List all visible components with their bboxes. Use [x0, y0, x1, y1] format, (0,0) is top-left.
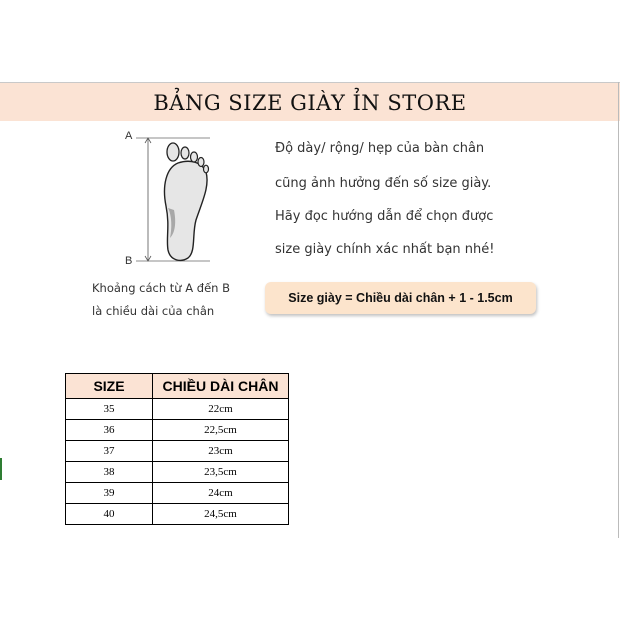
- size-cell: 40: [66, 504, 153, 525]
- page-title: BẢNG SIZE GIÀY ỈN STORE: [153, 91, 467, 115]
- table-row: [66, 483, 289, 504]
- size-cell: 37: [66, 441, 153, 462]
- table-row: [66, 420, 289, 441]
- size-cell: 38: [66, 462, 153, 483]
- table-row: [66, 504, 289, 525]
- length-cell: 24cm: [153, 483, 289, 504]
- length-cell: 22,5cm: [153, 420, 289, 441]
- size-cell: 39: [66, 483, 153, 504]
- table-row: [66, 441, 289, 462]
- table-row: [66, 399, 289, 420]
- header-foot-length: CHIỀU DÀI CHÂN: [153, 374, 289, 399]
- toe-3: [191, 152, 198, 162]
- length-cell: 22cm: [153, 399, 289, 420]
- info-line-3: Hãy đọc hướng dẫn để chọn được: [275, 209, 494, 224]
- header-size: SIZE: [66, 374, 153, 399]
- size-table: [65, 373, 289, 525]
- size-formula: Size giày = Chiều dài chân + 1 - 1.5cm: [265, 282, 536, 314]
- length-cell: 23,5cm: [153, 462, 289, 483]
- info-line-1: Độ dày/ rộng/ hẹp của bàn chân: [275, 141, 485, 156]
- big-toe: [167, 143, 179, 161]
- edge-marker: [0, 458, 2, 480]
- toe-5: [204, 165, 209, 173]
- table-header-row: [66, 374, 289, 399]
- size-cell: 36: [66, 420, 153, 441]
- length-cell: 24,5cm: [153, 504, 289, 525]
- foot-diagram: [118, 128, 238, 268]
- diagram-caption-2: là chiều dài của chân: [92, 304, 215, 318]
- toe-4: [198, 158, 204, 167]
- title-banner: [0, 82, 620, 121]
- point-b-label: B: [125, 255, 133, 267]
- foot-icon: [165, 143, 209, 260]
- length-cell: 23cm: [153, 441, 289, 462]
- point-a-label: A: [125, 130, 133, 142]
- diagram-caption-1: Khoảng cách từ A đến B: [92, 281, 230, 295]
- toe-2: [181, 147, 189, 159]
- table-row: [66, 462, 289, 483]
- info-line-2: cũng ảnh hưởng đến số size giày.: [275, 176, 492, 191]
- frame-border: [618, 82, 619, 538]
- info-line-4: size giày chính xác nhất bạn nhé!: [275, 242, 495, 257]
- size-cell: 35: [66, 399, 153, 420]
